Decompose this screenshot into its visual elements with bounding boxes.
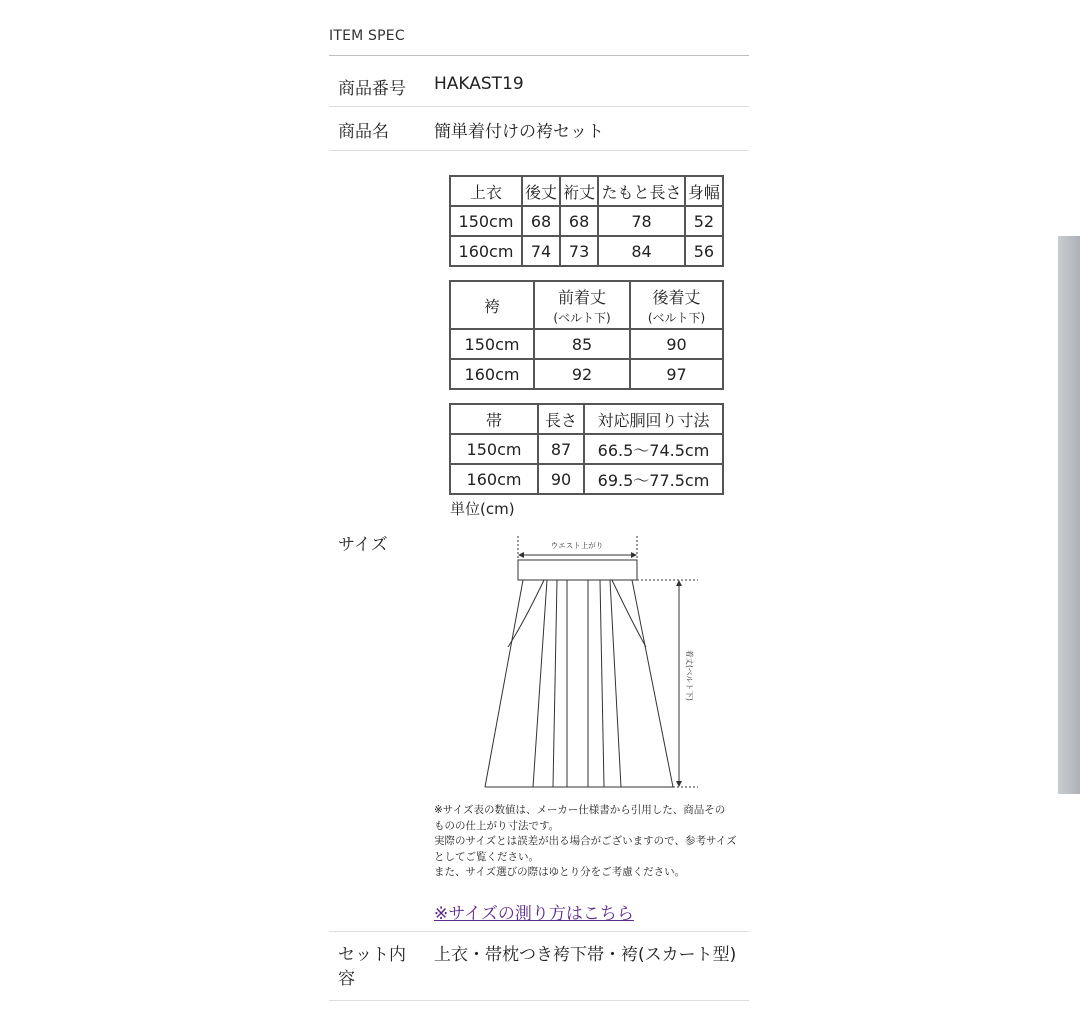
size-label: サイズ <box>338 535 388 555</box>
table-row <box>450 236 723 266</box>
set-contents-label <box>338 943 406 991</box>
header-text: 前着丈 <box>557 287 606 307</box>
set-contents-label-line: セット内 <box>338 945 406 965</box>
note-line: 実際のサイズとは誤差が出る場合がございますので、参考サイズ <box>434 835 737 847</box>
table-cell: 90 <box>630 329 723 359</box>
note-line: また、サイズ選びの際はゆとり分をご考慮ください。 <box>434 866 686 878</box>
table-cell: 74 <box>522 236 560 266</box>
table-cell: 97 <box>630 359 723 389</box>
jacket-size-table <box>449 175 724 267</box>
table-cell: 68 <box>560 206 598 236</box>
obi-size-table <box>449 403 724 495</box>
set-contents-value: 上衣・帯枕つき袴下帯・袴(スカート型) <box>434 945 737 965</box>
table-header: 上衣 <box>450 176 522 206</box>
table-cell: 87 <box>538 434 584 464</box>
side-product-photo <box>1058 236 1080 794</box>
row-divider <box>329 1000 749 1001</box>
unit-label: 単位(cm) <box>450 500 515 518</box>
table-cell: 150cm <box>450 434 538 464</box>
table-cell: 160cm <box>450 464 538 494</box>
size-notes <box>434 803 749 881</box>
table-header <box>630 281 723 329</box>
header-subtext: (ベルト下) <box>647 310 706 325</box>
table-cell: 68 <box>522 206 560 236</box>
header-text: 後着丈 <box>652 287 701 307</box>
table-header: 身幅 <box>685 176 723 206</box>
table-header: たもと長さ <box>598 176 685 206</box>
product-name-value: 簡単着付けの袴セット <box>434 122 604 142</box>
table-header <box>534 281 630 329</box>
spec-divider <box>329 55 749 56</box>
product-name-label: 商品名 <box>338 122 389 142</box>
header-subtext: (ベルト下) <box>553 310 611 325</box>
table-row <box>450 464 723 494</box>
table-row <box>450 206 723 236</box>
table-cell: 78 <box>598 206 685 236</box>
table-cell: 160cm <box>450 236 522 266</box>
table-cell: 52 <box>685 206 723 236</box>
size-guide-link[interactable]: ※サイズの測り方はこちら <box>434 904 634 924</box>
table-cell: 90 <box>538 464 584 494</box>
table-cell: 73 <box>560 236 598 266</box>
table-header: 袴 <box>450 281 534 329</box>
table-cell: 150cm <box>450 206 522 236</box>
row-divider <box>329 150 749 151</box>
table-cell: 92 <box>534 359 630 389</box>
table-cell: 150cm <box>450 329 534 359</box>
length-dimension-label: 着丈(ベルト下) <box>685 650 694 701</box>
table-header: 後丈 <box>522 176 560 206</box>
table-header: 対応胴回り寸法 <box>584 404 723 434</box>
set-contents-label-line: 容 <box>338 969 355 989</box>
table-cell: 160cm <box>450 359 534 389</box>
table-header: 長さ <box>538 404 584 434</box>
table-cell: 85 <box>534 329 630 359</box>
waist-dimension-label: ウエスト上がり <box>550 541 604 550</box>
spec-title: ITEM SPEC <box>329 28 405 44</box>
table-cell: 66.5〜74.5cm <box>584 434 723 464</box>
note-line: としてご覧ください。 <box>434 850 539 863</box>
table-row <box>450 434 723 464</box>
table-header: 裄丈 <box>560 176 598 206</box>
product-number-label: 商品番号 <box>338 79 406 99</box>
row-divider <box>329 106 749 107</box>
table-cell: 56 <box>685 236 723 266</box>
hakama-diagram <box>436 522 741 798</box>
table-cell: 84 <box>598 236 685 266</box>
table-header: 帯 <box>450 404 538 434</box>
row-divider <box>329 931 749 932</box>
table-row <box>450 329 723 359</box>
hakama-size-table <box>449 280 724 390</box>
note-line: ものの仕上がり寸法です。 <box>434 819 560 832</box>
table-cell: 69.5〜77.5cm <box>584 464 723 494</box>
product-number-value: HAKAST19 <box>434 74 524 94</box>
note-line: ※サイズ表の数値は、メーカー仕様書から引用した、商品その <box>434 804 726 816</box>
table-row <box>450 359 723 389</box>
